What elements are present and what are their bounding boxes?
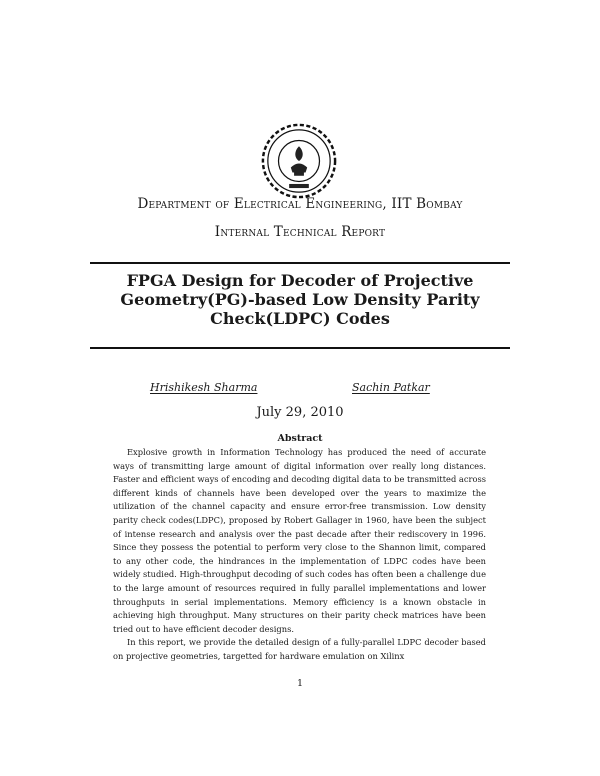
page-number: 1 bbox=[296, 678, 304, 689]
top-rule bbox=[90, 262, 510, 264]
report-type: Internal Technical Report bbox=[214, 224, 386, 240]
author-2[interactable]: Sachin Patkar bbox=[352, 381, 430, 394]
abstract-heading: Abstract bbox=[277, 433, 323, 444]
author-1[interactable]: Hrishikesh Sharma bbox=[150, 381, 258, 394]
date: July 29, 2010 bbox=[256, 405, 344, 420]
bottom-rule bbox=[90, 347, 510, 349]
abstract-paragraph: Explosive growth in Information Technology has produced the need of accurate ways of transmitting large amount of digital information over really long distances. Faster and efficient ways of encoding and decoding digital data to be transmitted across different kinds of channels have been developed over the years to maximize the utilization of the channel capacity and ensure error-free transmission. Low density parity check codes(LDPC), proposed by Robert Gallager in 1960, have been the subject of intense research and analysis over the past decade after their rediscovery in 1996. Since they possess the potential to perform very close to the Shannon limit, compared to any other code, the hindrances in the implementation of LDPC codes have been widely studied. High-throughput decoding of such codes has often been a challenge due to the large amount of resources required in fully parallel implementations and lower throughputs in serial implementations. Memory efficiency is a known obstacle in achieving high throughput. Many structures on their parity check matrices have been tried out to have efficient decoder designs. bbox=[113, 447, 486, 634]
iit-bombay-seal-logo bbox=[258, 120, 340, 202]
department-heading: Department of Electrical Engineering, IIT Bombay bbox=[137, 196, 463, 212]
paper-title: FPGA Design for Decoder of Projective Geometry(PG)-based Low Density Parity Check(LDPC) Codes bbox=[120, 271, 480, 328]
abstract-body bbox=[113, 446, 486, 664]
abstract-paragraph: In this report, we provide the detailed design of a fully-parallel LDPC decoder based on projective geometries, targetted for hardware emulation on Xilinx bbox=[113, 637, 486, 661]
